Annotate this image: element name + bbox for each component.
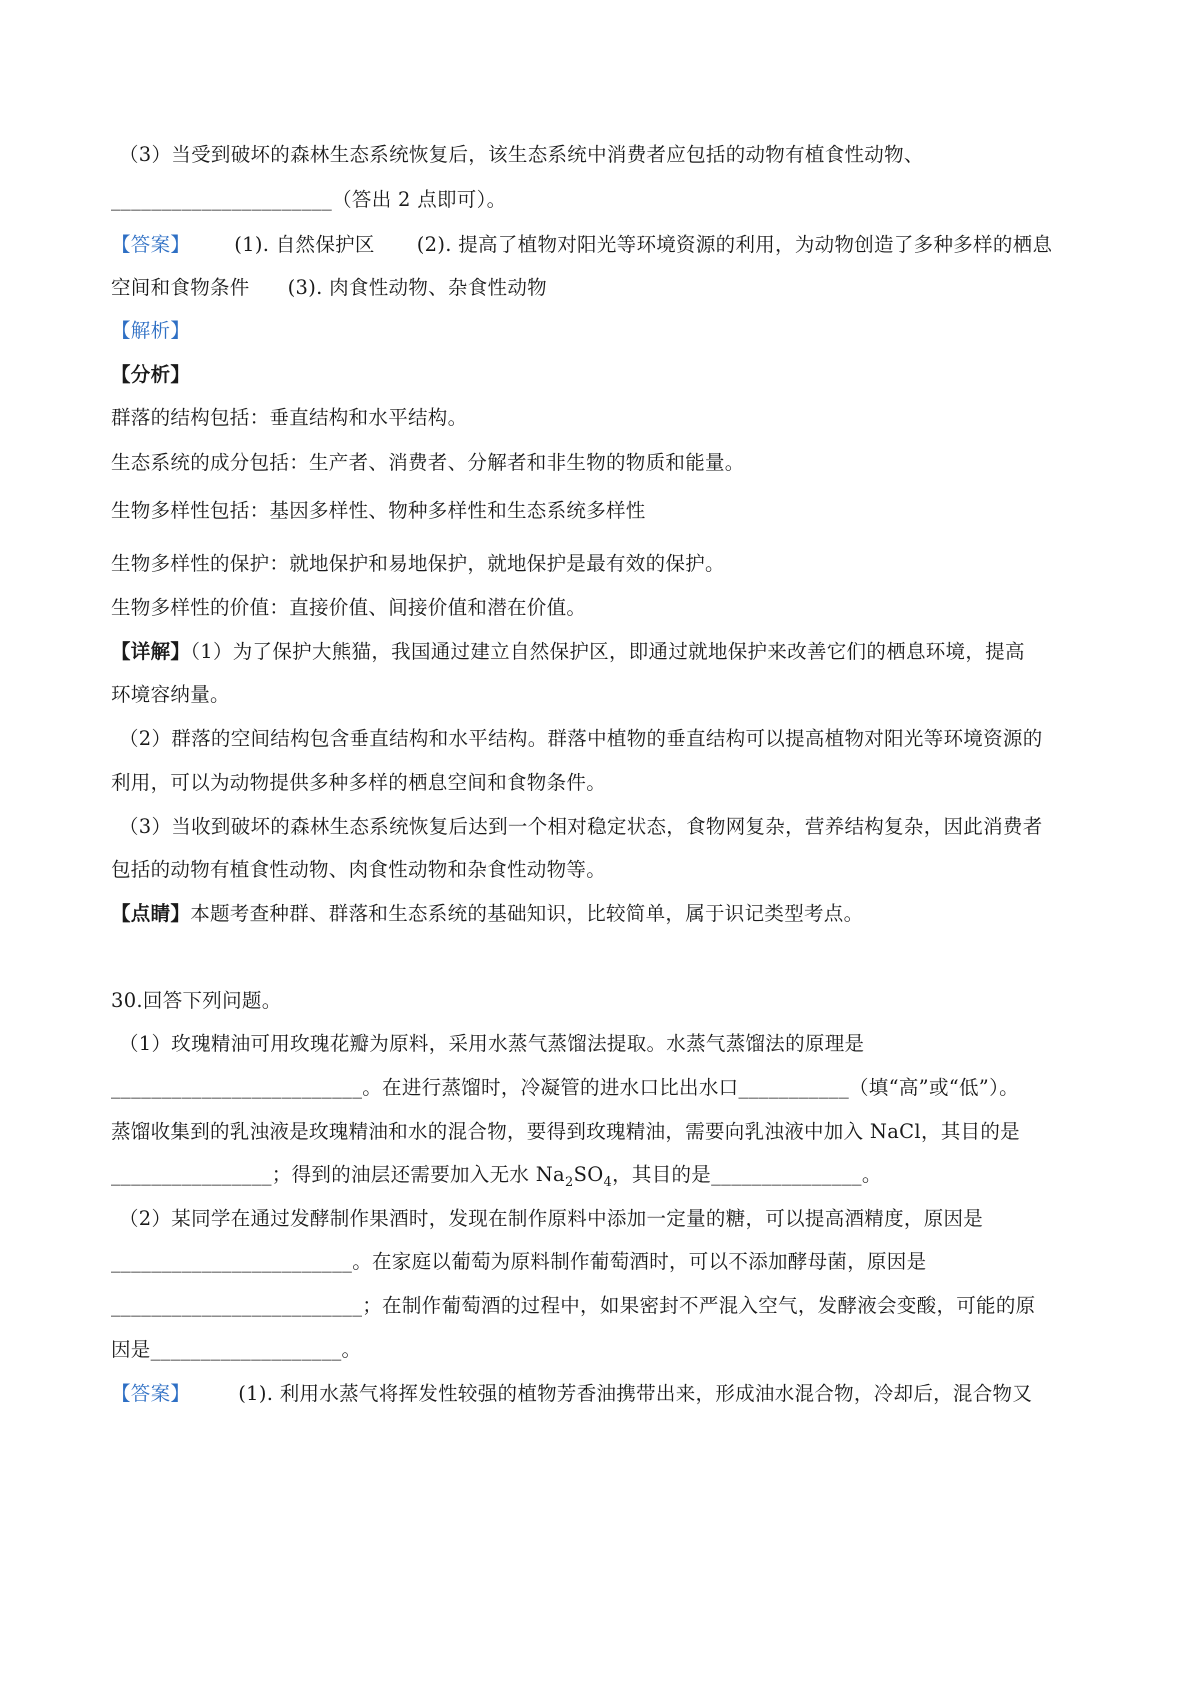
- xiangjie-p1-text: （1）为了保护大熊猫，我国通过建立自然保护区，即通过就地保护来改善它们的栖息环境，提高: [190, 640, 1025, 663]
- dianjing-tag: 【点睛】: [111, 902, 191, 925]
- q30-p2-line1: （2）某同学在通过发酵制作果酒时，发现在制作原料中添加一定量的糖，可以提高酒精度，原因是: [119, 1207, 984, 1230]
- q29-answer-line2: [111, 274, 1111, 302]
- xiangjie-p2-line2: 利用，可以为动物提供多种多样的栖息空间和食物条件。: [111, 771, 607, 794]
- q30-p1-line4-b: SO: [573, 1163, 604, 1186]
- subscript-4: 4: [603, 1174, 613, 1190]
- q30-p2-line4: 因是___________________。: [111, 1338, 362, 1361]
- fenxi-p1: 群落的结构包括：垂直结构和水平结构。: [111, 406, 468, 429]
- xiangjie-p1-line2: 环境容纳量。: [111, 683, 230, 706]
- fenxi-p5: 生物多样性的价值：直接价值、间接价值和潜在价值。: [111, 596, 587, 619]
- answer-tag: 【答案】: [111, 233, 191, 256]
- fenxi-tag: 【分析】: [111, 363, 191, 386]
- q30-title: 30.回答下列问题。: [111, 989, 282, 1012]
- dianjing-text: 本题考查种群、群落和生态系统的基础知识，比较简单，属于识记类型考点。: [190, 902, 864, 925]
- answer-item-3: (3). 肉食性动物、杂食性动物: [287, 276, 547, 299]
- xiangjie-p3-line1: （3）当收到破坏的森林生态系统恢复后达到一个相对稳定状态，食物网复杂，营养结构复杂，因此消费者: [119, 815, 1043, 838]
- xiangjie-tag: 【详解】: [111, 640, 191, 663]
- jiexi-tag: 【解析】: [111, 319, 191, 342]
- xiangjie-p3-line2: 包括的动物有植食性动物、肉食性动物和杂食性动物等。: [111, 858, 607, 881]
- dianjing-line: [111, 900, 1111, 928]
- q30-p1-line2: _________________________。在进行蒸馏时，冷凝管的进水口比出水口___________（填“高”或“低”）。: [111, 1076, 1019, 1099]
- subscript-2: 2: [565, 1174, 574, 1190]
- xiangjie-p2-line1: （2）群落的空间结构包含垂直结构和水平结构。群落中植物的垂直结构可以提高植物对阳光等环境资源的: [119, 727, 1043, 750]
- fenxi-p4: 生物多样性的保护：就地保护和易地保护，就地保护是最有效的保护。: [111, 552, 725, 575]
- q30-p2-line3: _________________________；在制作葡萄酒的过程中，如果密封不严混入空气，发酵液会变酸，可能的原: [111, 1294, 1036, 1317]
- answer-item-2: (2). 提高了植物对阳光等环境资源的利用，为动物创造了多种多样的栖息: [416, 233, 1053, 256]
- q29-part3-line1: （3）当受到破坏的森林生态系统恢复后，该生态系统中消费者应包括的动物有植食性动物、: [119, 143, 924, 166]
- q30-p1-line1: （1）玫瑰精油可用玫瑰花瓣为原料，采用水蒸气蒸馏法提取。水蒸气蒸馏法的原理是: [119, 1032, 865, 1055]
- q29-answer-line1: [111, 231, 1111, 259]
- q30-p1-line3: 蒸馏收集到的乳浊液是玫瑰精油和水的混合物，要得到玫瑰精油，需要向乳浊液中加入 NaCl，其目的是: [111, 1120, 1020, 1143]
- q30-p1-line4-a: ________________；得到的油层还需要加入无水 Na: [111, 1163, 565, 1186]
- q30-answer-tag: 【答案】: [111, 1382, 191, 1405]
- q30-p1-line4: [111, 1161, 1111, 1189]
- answer-item-2-cont: 空间和食物条件: [111, 276, 250, 299]
- q29-part3-line2: ______________________（答出 2 点即可）。: [111, 188, 507, 211]
- q30-answer-line: [111, 1380, 1111, 1408]
- xiangjie-p1-line1: [111, 638, 1111, 666]
- q30-p1-line4-c: ，其目的是_______________。: [612, 1163, 882, 1186]
- q30-p2-line2: ________________________。在家庭以葡萄为原料制作葡萄酒时，可以不添加酵母菌，原因是: [111, 1250, 927, 1273]
- answer-item-1: (1). 自然保护区: [234, 233, 375, 256]
- fenxi-p2: 生态系统的成分包括：生产者、消费者、分解者和非生物的物质和能量。: [111, 451, 745, 474]
- fenxi-p3: 生物多样性包括：基因多样性、物种多样性和生态系统多样性: [111, 499, 646, 522]
- q30-answer-text: (1). 利用水蒸气将挥发性较强的植物芳香油携带出来，形成油水混合物，冷却后，混合物又: [238, 1382, 1033, 1405]
